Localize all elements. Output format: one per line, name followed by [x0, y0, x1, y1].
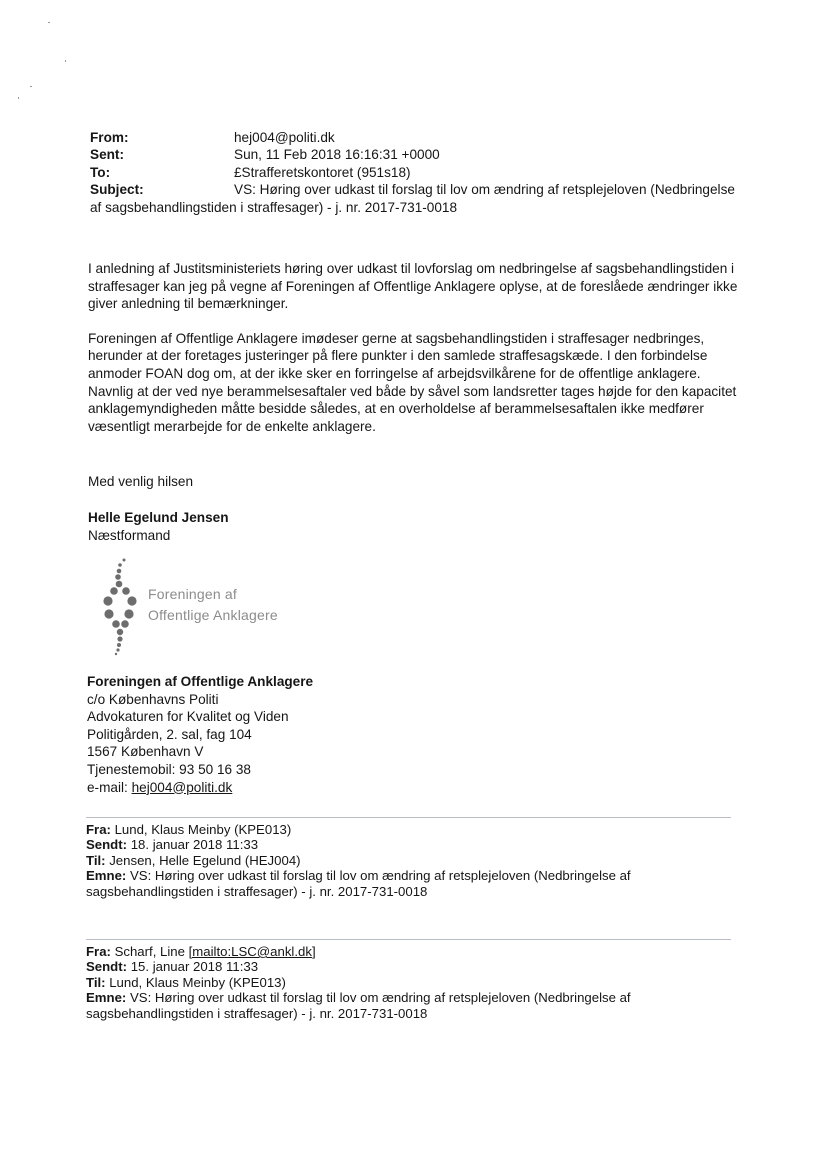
- scan-speck: [30, 86, 32, 87]
- subject-label: Subject:: [90, 182, 144, 198]
- fwd1-til-value: Jensen, Helle Egelund (HEJ004): [105, 852, 301, 868]
- body-line: anmoder FOAN dog om, at der ikke sker en forringelse af arbejdsvilkårene for de offentlige anklagere.: [88, 365, 701, 381]
- fwd2-emne-value: VS: Høring over udkast til forslag til lov om ændring af retsplejeloven (Nedbringelse af: [126, 990, 631, 1006]
- header-to-row: [90, 164, 740, 181]
- fwd1-emne-label: Emne:: [86, 868, 127, 884]
- forwarded-header-1: [86, 822, 631, 899]
- subject-value-line2: af sagsbehandlingstiden i straffesager) - j. nr. 2017-731-0018: [90, 199, 458, 215]
- address-org: Foreningen af Offentlige Anklagere: [87, 674, 314, 689]
- subject-value-line1: VS: Høring over udkast til forslag til lov om ændring af retsplejeloven (Nedbringelse: [234, 182, 735, 198]
- body-line: væsentligt merarbejde for de enkelte anklagere.: [88, 418, 376, 434]
- fwd1-fra-row: [86, 822, 631, 837]
- body-line: Navnlig at der ved nye berammelsesaftaler ved både by såvel som landsretter tages højde for den kapacitet: [88, 383, 737, 399]
- fwd1-sendt-value: 18. januar 2018 11:33: [127, 837, 259, 853]
- fwd2-fra-value: Scharf, Line: [110, 944, 189, 959]
- email-body: [88, 260, 740, 452]
- address-line: 1567 København V: [87, 744, 204, 760]
- fwd2-emne-continuation: sagsbehandlingstiden i straffesager) - j. nr. 2017-731-0018: [86, 1005, 428, 1021]
- signature-name: Helle Egelund Jensen: [88, 510, 229, 525]
- fwd1-fra-label: Fra:: [86, 822, 111, 837]
- fwd1-emne-continuation: sagsbehandlingstiden i straffesager) - j. nr. 2017-731-0018: [86, 883, 428, 899]
- email-label: e-mail:: [87, 779, 132, 795]
- fwd1-fra-value: Lund, Klaus Meinby (KPE013): [110, 822, 292, 837]
- address-block: [87, 673, 313, 796]
- body-line: Foreningen af Offentlige Anklagere imødeser gerne at sagsbehandlingstiden i straffesager nedbringes,: [88, 330, 705, 346]
- from-label: From:: [90, 130, 129, 145]
- fwd1-emne-row: [86, 868, 631, 883]
- closing-greeting: Med venlig hilsen: [88, 474, 194, 489]
- address-email-row: [87, 779, 313, 797]
- fwd1-til-label: Til:: [86, 852, 106, 868]
- forward-separator-1: [86, 817, 731, 818]
- fwd2-til-value: Lund, Klaus Meinby (KPE013): [105, 974, 286, 990]
- body-line: herunder at der foretages justeringer på flere punkter i den samlede straffesagskæde. I den forbindelse: [88, 348, 708, 364]
- header-subject-continuation: [90, 199, 740, 216]
- fwd1-sendt-label: Sendt:: [86, 837, 128, 853]
- fwd2-mailto-link[interactable]: [mailto:LSC@ankl.dk]: [188, 944, 316, 959]
- scan-speck: [18, 97, 19, 99]
- foan-logo-dots-icon: [98, 555, 148, 665]
- logo-text-line1: Foreningen af: [148, 586, 237, 602]
- to-label: To:: [90, 164, 111, 180]
- logo-text-line2: Offentlige Anklagere: [148, 607, 278, 623]
- body-line: straffesager kan jeg på vegne af Foreningen af Offentlige Anklagere oplyse, at de foreslåede ændringer ikke: [88, 278, 738, 294]
- fwd2-fra-row: [86, 944, 631, 959]
- header-sent-row: [90, 146, 740, 163]
- email-header: [90, 129, 740, 216]
- fwd2-sendt-label: Sendt:: [86, 959, 128, 975]
- address-line: Advokaturen for Kvalitet og Viden: [87, 709, 289, 725]
- email-link[interactable]: hej004@politi.dk: [131, 779, 233, 795]
- fwd2-emne-label: Emne:: [86, 990, 127, 1006]
- forward-separator-2: [86, 939, 731, 940]
- fwd2-emne-row: [86, 990, 631, 1005]
- address-line: Politigården, 2. sal, fag 104: [87, 726, 252, 742]
- sent-value: Sun, 11 Feb 2018 16:16:31 +0000: [234, 147, 440, 163]
- body-line: anklagemyndigheden måtte besidde således, at en overholdelse af berammelsesaftalen ikke medfører: [88, 401, 704, 417]
- header-subject-row: [90, 181, 740, 198]
- signature-title: Næstformand: [88, 528, 171, 543]
- forwarded-header-2: [86, 944, 631, 1021]
- sent-label: Sent:: [90, 147, 124, 163]
- address-line: c/o Københavns Politi: [87, 691, 219, 707]
- fwd1-til-row: [86, 853, 631, 868]
- fwd1-sendt-row: [86, 837, 631, 852]
- fwd2-til-label: Til:: [86, 974, 106, 990]
- fwd2-sendt-row: [86, 959, 631, 974]
- fwd2-fra-label: Fra:: [86, 944, 111, 959]
- body-paragraph-1: [88, 260, 740, 313]
- fwd1-emne-value: VS: Høring over udkast til forslag til lov om ændring af retsplejeloven (Nedbringelse af: [126, 868, 631, 884]
- fwd2-sendt-value: 15. januar 2018 11:33: [127, 959, 259, 975]
- body-line: I anledning af Justitsministeriets høring over udkast til lovforslag om nedbringelse af sagsbehandlingstiden i: [88, 261, 735, 276]
- body-paragraph-2: [88, 330, 740, 436]
- scan-speck: [65, 60, 66, 62]
- address-phone: Tjenestemobil: 93 50 16 38: [87, 761, 251, 777]
- body-line: giver anledning til bemærkninger.: [88, 296, 289, 312]
- from-value: hej004@politi.dk: [234, 130, 335, 145]
- to-value: £Strafferetskontoret (951s18): [234, 164, 411, 180]
- foan-logo: [98, 555, 298, 665]
- fwd2-til-row: [86, 975, 631, 990]
- header-from-row: [90, 129, 740, 146]
- scan-speck: [48, 22, 50, 23]
